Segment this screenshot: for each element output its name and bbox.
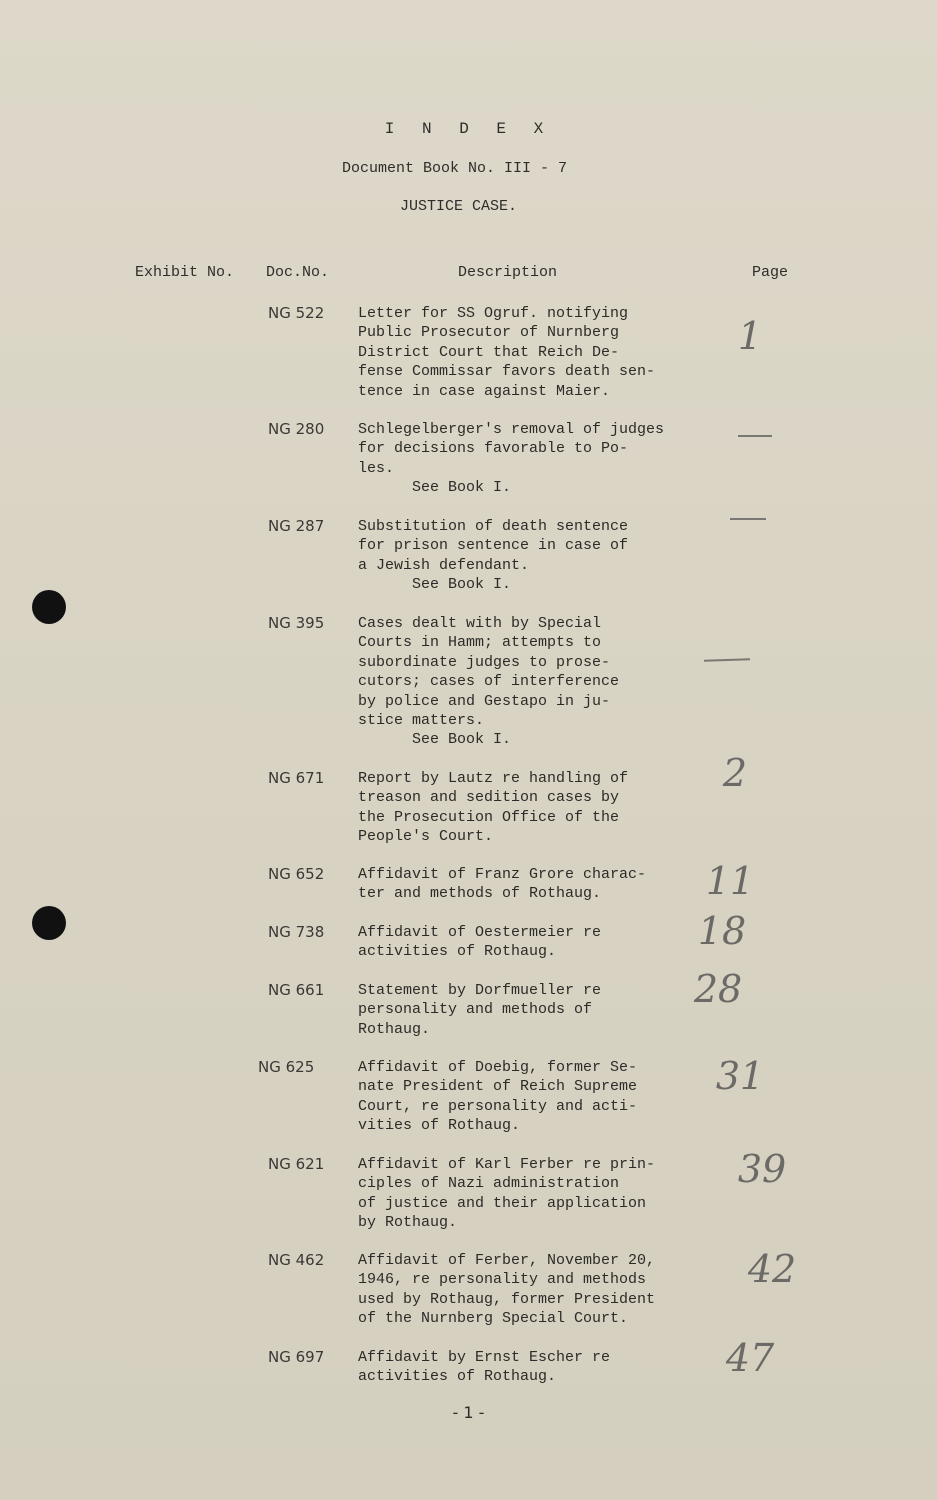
entry-description: Affidavit by Ernst Escher re activities of Rothaug. (358, 1349, 611, 1386)
entry-description: Letter for SS Ogruf. notifying Public Prosecutor of Nurnberg District Court that Reich De- fense Commissar favors death sen- tence in case against Maier. (358, 305, 656, 400)
page-number: 47 (725, 1336, 775, 1380)
doc-number: NG 522 (268, 304, 325, 322)
page-number: 1 (737, 314, 763, 358)
column-header-page: Page (752, 264, 789, 281)
entry-description: Affidavit of Franz Grore charac- ter and methods of Rothaug. (358, 866, 647, 903)
no-page-dash (730, 518, 766, 520)
entry-description: Affidavit of Ferber, November 20, 1946, re personality and methods used by Rothaug, former President of the Nurnberg Special Court. (358, 1252, 656, 1328)
entry-description: Report by Lautz re handling of treason and sedition cases by the Prosecution Office of the People's Court. (358, 770, 629, 846)
doc-number: NG 287 (268, 517, 325, 535)
entry-description: Cases dealt with by Special Courts in Hamm; attempts to subordinate judges to prose- cutors; cases of interference by police and Gestapo in ju- stice matters. See Book I. (358, 615, 620, 749)
page-number: 39 (737, 1147, 787, 1191)
entry-description: Substitution of death sentence for prison sentence in case of a Jewish defendant. See Book I. (358, 518, 629, 594)
doc-number: NG 697 (268, 1348, 325, 1366)
page-number: 2 (722, 751, 748, 795)
page-number (700, 509, 800, 553)
doc-number: NG 462 (268, 1251, 325, 1269)
entry-description: Statement by Dorfmueller re personality and methods of Rothaug. (358, 982, 602, 1038)
doc-number: NG 671 (268, 769, 325, 787)
doc-number: NG 621 (268, 1155, 325, 1173)
punch-hole-bottom (32, 906, 66, 940)
doc-number: NG 625 (258, 1058, 315, 1076)
doc-number: NG 738 (268, 923, 325, 941)
column-header-doc-no: Doc.No. (266, 264, 330, 281)
page-number: 31 (715, 1054, 765, 1098)
page-footer-number: - 1 - (452, 1403, 485, 1422)
page-number (700, 634, 800, 678)
doc-number: NG 661 (268, 981, 325, 999)
page-number (700, 412, 800, 456)
doc-number: NG 395 (268, 614, 325, 632)
doc-number: NG 652 (268, 865, 325, 883)
page-number: 18 (697, 909, 747, 953)
column-header-description: Description (458, 264, 558, 281)
index-title: I N D E X (384, 120, 553, 138)
doc-number: NG 280 (268, 420, 325, 438)
entry-description: Affidavit of Karl Ferber re prin- ciples of Nazi administration of justice and their application by Rothaug. (358, 1156, 656, 1232)
entry-description: Affidavit of Doebig, former Se- nate President of Reich Supreme Court, re personality and acti- vities of Rothaug. (358, 1059, 638, 1135)
page-number: 42 (747, 1247, 797, 1291)
punch-hole-top (32, 590, 66, 624)
page-number: 28 (693, 967, 743, 1011)
document-book-number: Document Book No. III - 7 (341, 160, 568, 177)
case-name: JUSTICE CASE. (399, 198, 518, 215)
entry-description: Schlegelberger's removal of judges for decisions favorable to Po- les. See Book I. (358, 421, 665, 497)
no-page-dash (738, 435, 772, 437)
column-header-exhibit: Exhibit No. (135, 264, 235, 281)
page-number: 11 (705, 859, 755, 903)
entry-description: Affidavit of Oestermeier re activities of Rothaug. (358, 924, 602, 961)
